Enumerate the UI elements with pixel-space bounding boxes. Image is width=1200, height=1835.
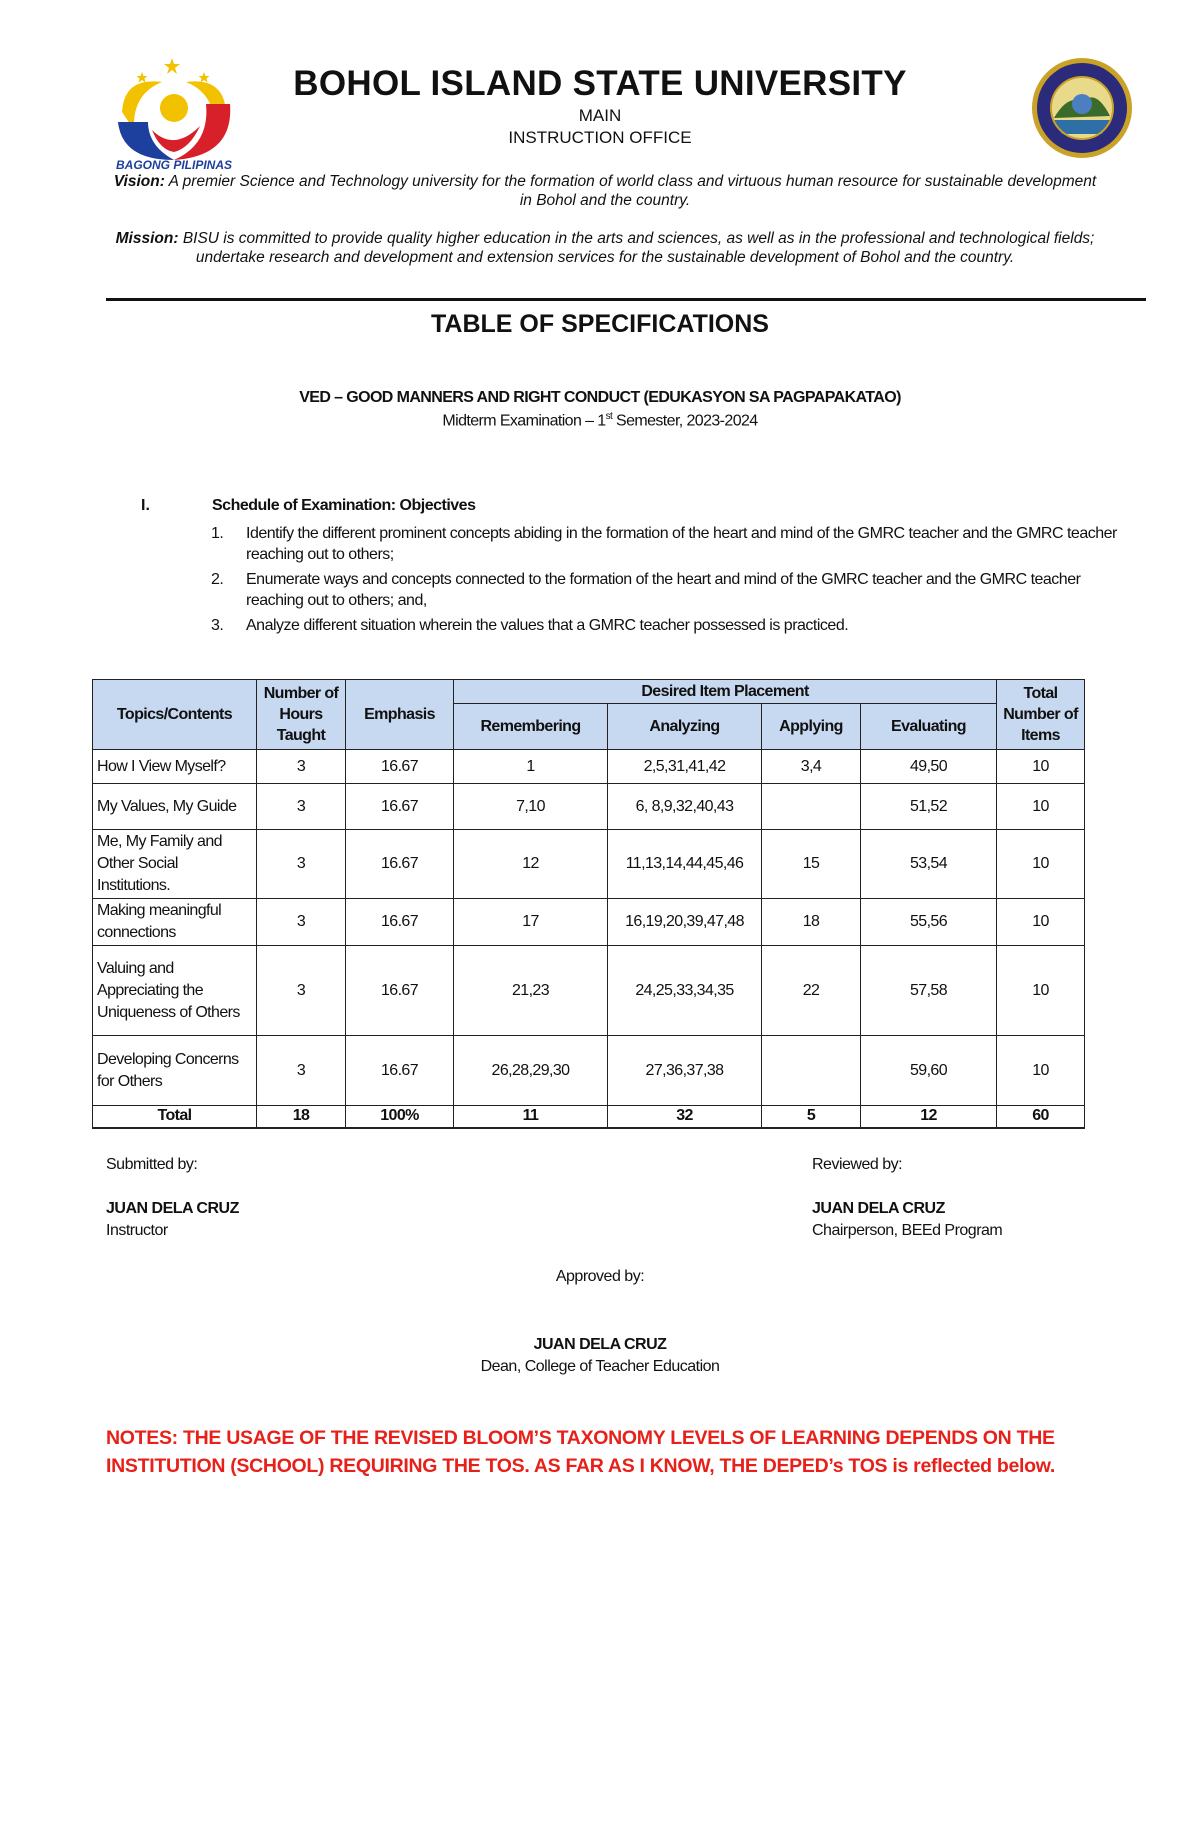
header-applying: Applying — [762, 704, 861, 750]
reviewed-role: Chairperson, BEEd Program — [812, 1222, 1003, 1239]
cell-analyzing: 6, 8,9,32,40,43 — [608, 784, 762, 830]
cell-evaluating: 53,54 — [861, 830, 997, 899]
vision-text: A premier Science and Technology university for the formation of world class and virtuous human resource for sustainable development in Bohol and the country. — [168, 173, 1097, 209]
exam-prefix: Midterm Examination – 1 — [442, 412, 606, 430]
cell-emphasis: 16.67 — [346, 899, 454, 946]
cell-emphasis: 16.67 — [346, 1036, 454, 1106]
bagong-pilipinas-wordmark: BAGONG PILIPINAS — [116, 158, 233, 172]
cell-remembering: 7,10 — [454, 784, 608, 830]
total-remembering: 11 — [454, 1106, 608, 1128]
cell-evaluating: 55,56 — [861, 899, 997, 946]
cell-topic: Valuing and Appreciating the Uniqueness of Others — [93, 946, 257, 1036]
vision-statement — [110, 172, 1100, 210]
mission-text: BISU is committed to provide quality higher education in the arts and sciences, as well as in the professional and technological fields; undertake research and development and extension services for the sustainable development of Bohol and the country. — [182, 230, 1095, 266]
cell-applying — [762, 1036, 861, 1106]
total-applying: 5 — [762, 1106, 861, 1128]
cell-analyzing: 27,36,37,38 — [608, 1036, 762, 1106]
cell-emphasis: 16.67 — [346, 830, 454, 899]
cell-applying: 18 — [762, 899, 861, 946]
cell-hours: 3 — [257, 1036, 346, 1106]
vision-label: Vision: — [113, 173, 165, 190]
subject-title: VED – GOOD MANNERS AND RIGHT CONDUCT (EDUKASYON SA PAGPAPAKATAO) — [299, 389, 901, 406]
submitted-label: Submitted by: — [106, 1156, 198, 1173]
bagong-pilipinas-logo — [112, 52, 242, 174]
objective-number: 1. — [211, 525, 224, 542]
header-remembering: Remembering — [454, 704, 608, 750]
total-evaluating: 12 — [861, 1106, 997, 1128]
header-total: Total Number of Items — [997, 680, 1085, 750]
header-topics: Topics/Contents — [93, 680, 257, 750]
table-total-row — [93, 1106, 1085, 1128]
notes-line-1: NOTES: THE USAGE OF THE REVISED BLOOM’S TAXONOMY LEVELS OF LEARNING DEPENDS ON THE — [106, 1427, 1055, 1449]
cell-remembering: 12 — [454, 830, 608, 899]
cell-total: 10 — [997, 1036, 1085, 1106]
header-placement: Desired Item Placement — [454, 680, 997, 704]
cell-remembering: 1 — [454, 750, 608, 784]
header-analyzing: Analyzing — [608, 704, 762, 750]
bisu-seal-logo — [1030, 56, 1134, 160]
approved-name: JUAN DELA CRUZ — [533, 1336, 667, 1353]
cell-total: 10 — [997, 784, 1085, 830]
mission-statement — [110, 229, 1100, 267]
table-row — [93, 946, 1085, 1036]
cell-remembering: 26,28,29,30 — [454, 1036, 608, 1106]
exam-suffix: Semester, 2023-2024 — [612, 412, 758, 430]
total-items: 60 — [997, 1106, 1085, 1128]
cell-total: 10 — [997, 899, 1085, 946]
objective-text: Identify the different prominent concepts abiding in the formation of the heart and mind of the GMRC teacher and the GMRC teacher reaching out to others; — [246, 525, 1117, 563]
cell-emphasis: 16.67 — [346, 946, 454, 1036]
cell-hours: 3 — [257, 830, 346, 899]
reviewed-name: JUAN DELA CRUZ — [812, 1200, 945, 1217]
cell-hours: 3 — [257, 784, 346, 830]
university-name: BOHOL ISLAND STATE UNIVERSITY — [293, 64, 907, 103]
exam-sup: st — [605, 411, 613, 422]
cell-emphasis: 16.67 — [346, 750, 454, 784]
table-row — [93, 784, 1085, 830]
specifications-table — [92, 679, 1085, 1129]
cell-evaluating: 51,52 — [861, 784, 997, 830]
total-analyzing: 32 — [608, 1106, 762, 1128]
mission-label: Mission: — [115, 230, 179, 247]
cell-total: 10 — [997, 750, 1085, 784]
cell-applying: 3,4 — [762, 750, 861, 784]
cell-hours: 3 — [257, 899, 346, 946]
submitted-name: JUAN DELA CRUZ — [106, 1200, 239, 1217]
cell-hours: 3 — [257, 946, 346, 1036]
office-name: INSTRUCTION OFFICE — [508, 128, 692, 147]
table-row — [93, 750, 1085, 784]
cell-topic: How I View Myself? — [93, 750, 257, 784]
approved-label: Approved by: — [555, 1268, 645, 1285]
header-hours: Number of Hours Taught — [257, 680, 346, 750]
cell-topic: Making meaningful connections — [93, 899, 257, 946]
table-row — [93, 1036, 1085, 1106]
cell-remembering: 17 — [454, 899, 608, 946]
cell-applying: 15 — [762, 830, 861, 899]
table-row — [93, 899, 1085, 946]
document-title: TABLE OF SPECIFICATIONS — [431, 310, 769, 338]
cell-emphasis: 16.67 — [346, 784, 454, 830]
cell-topic: My Values, My Guide — [93, 784, 257, 830]
notes-block — [106, 1424, 1106, 1480]
header-evaluating: Evaluating — [861, 704, 997, 750]
cell-analyzing: 11,13,14,44,45,46 — [608, 830, 762, 899]
objective-number: 2. — [211, 571, 224, 588]
cell-topic: Developing Concerns for Others — [93, 1036, 257, 1106]
table-row — [93, 830, 1085, 899]
cell-applying: 22 — [762, 946, 861, 1036]
cell-evaluating: 57,58 — [861, 946, 997, 1036]
cell-total: 10 — [997, 946, 1085, 1036]
objective-text: Enumerate ways and concepts connected to the formation of the heart and mind of the GMRC teacher and the GMRC teacher reaching out to others; and, — [246, 571, 1081, 609]
objective-number: 3. — [211, 617, 224, 634]
total-label: Total — [93, 1106, 257, 1128]
notes-line-2: INSTITUTION (SCHOOL) REQUIRING THE TOS. AS FAR AS I KNOW, THE DEPED’s TOS is reflected below. — [106, 1455, 1056, 1477]
total-emphasis: 100% — [346, 1106, 454, 1128]
cell-total: 10 — [997, 830, 1085, 899]
header-emphasis: Emphasis — [346, 680, 454, 750]
objective-text: Analyze different situation wherein the values that a GMRC teacher possessed is practiced. — [246, 617, 849, 634]
section-number: I. — [141, 497, 150, 514]
header-divider — [106, 298, 1146, 301]
cell-remembering: 21,23 — [454, 946, 608, 1036]
approved-role: Dean, College of Teacher Education — [480, 1358, 720, 1375]
total-hours: 18 — [257, 1106, 346, 1128]
exam-line — [150, 411, 1050, 430]
section-title: Schedule of Examination: Objectives — [212, 497, 476, 514]
cell-analyzing: 16,19,20,39,47,48 — [608, 899, 762, 946]
cell-topic: Me, My Family and Other Social Institutions. — [93, 830, 257, 899]
reviewed-label: Reviewed by: — [812, 1156, 903, 1173]
cell-evaluating: 59,60 — [861, 1036, 997, 1106]
cell-evaluating: 49,50 — [861, 750, 997, 784]
cell-applying — [762, 784, 861, 830]
submitted-role: Instructor — [106, 1222, 168, 1239]
cell-analyzing: 24,25,33,34,35 — [608, 946, 762, 1036]
campus-name: MAIN — [578, 106, 622, 125]
cell-hours: 3 — [257, 750, 346, 784]
cell-analyzing: 2,5,31,41,42 — [608, 750, 762, 784]
